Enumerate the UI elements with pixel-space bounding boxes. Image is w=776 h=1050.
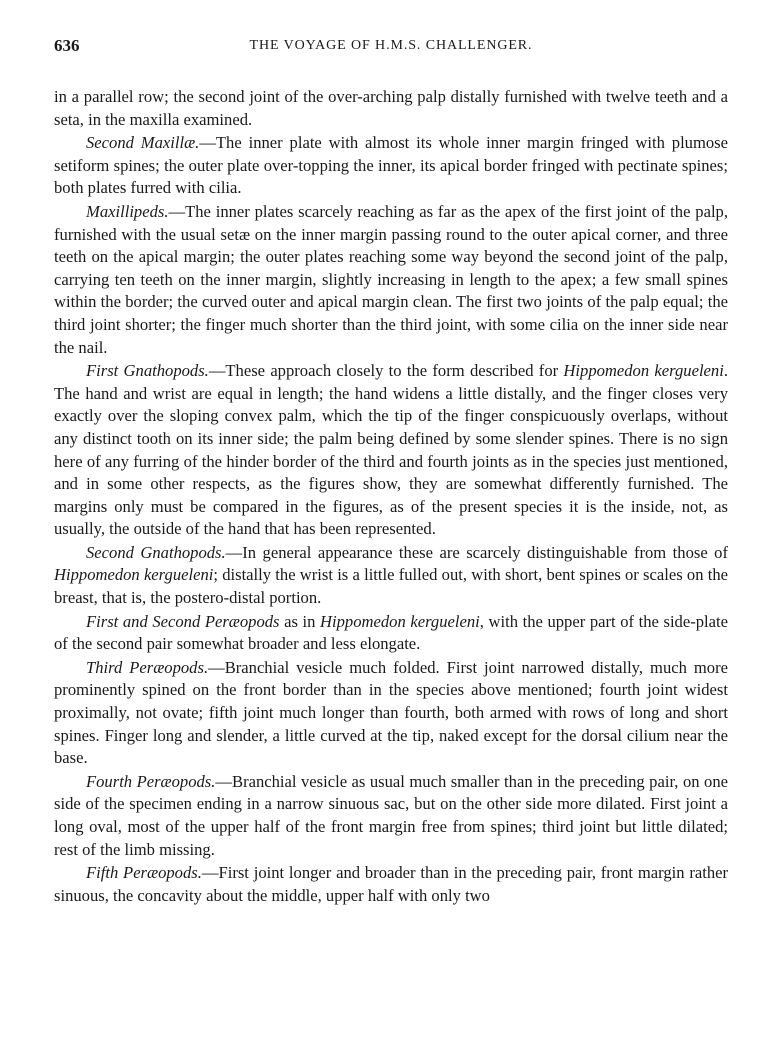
section-heading: Fifth Peræopods. (86, 863, 202, 883)
paragraph-text: —First joint longer and broader than in the preceding pair, front margin rather sinuous, the concavity about the middle, upper half with only two (54, 863, 729, 905)
section-heading: Fourth Peræopods. (86, 771, 216, 791)
paragraph-second-gnathopods (54, 542, 728, 610)
paragraph-continuation (54, 86, 728, 131)
paragraph-text: —Branchial vesicle as usual much smaller than in the preceding pair, on one side of the specimen ending in a narrow sinuous sac, but on the other side more dilated. First joint a long oval, most of the upper half of the front margin free from spines; third joint but little dilated; rest of the limb missing. (54, 771, 728, 859)
paragraph-first-second-peraeopods (54, 611, 728, 656)
species-name: Hippomedon kergueleni (320, 611, 480, 631)
paragraph-maxillipeds (54, 201, 728, 359)
paragraph-text: , with the upper part of the side-plate of the second pair somewhat broader and less elongate. (54, 611, 728, 654)
paragraph-third-peraeopods (54, 657, 728, 770)
paragraph-fifth-peraeopods (54, 862, 728, 907)
section-heading: First and Second Peræopods (86, 611, 280, 631)
section-heading: Third Peræopods. (86, 657, 209, 677)
section-heading: Second Maxillæ. (86, 133, 200, 153)
paragraph-text: in a parallel row; the second joint of the over-arching palp distally furnished with twelve teeth and a seta, in the maxilla examined. (54, 87, 728, 129)
section-heading: Second Gnathopods. (86, 542, 226, 562)
species-name: Hippomedon kergueleni (54, 565, 214, 585)
paragraph-text: —The inner plate with almost its whole inner margin fringed with plumose setiform spines; the outer plate over-topping the inner, its apical border fringed with pectinate spines; both plates furred with cilia. (54, 133, 728, 198)
paragraph-text: ; distally the wrist is a little fulled out, with short, bent spines or scales on the breast, that is, the postero-distal portion. (54, 565, 728, 608)
paragraph-first-gnathopods (54, 360, 728, 541)
paragraph-text: —The inner plates scarcely reaching as far as the apex of the first joint of the palp, furnished with the usual setæ on the inner margin passing round to the outer apical corner, and three teeth on the apical margin; the outer plates reaching some way beyond the second joint of the palp, carrying ten teeth on the inner margin, slightly increasing in length to the apex; a few small spines within the border; the curved outer and apical margin clean. The first two joints of the palp equal; the third joint shorter; the finger much shorter than the third joint, with some cilia on the inner side near the nail. (54, 201, 728, 357)
section-heading: Maxillipeds. (86, 201, 169, 221)
paragraph-text: —These approach closely to the form described for (208, 361, 564, 381)
paragraph-text: —In general appearance these are scarcely distinguishable from those of (225, 542, 728, 562)
paragraph-text: . The hand and wrist are equal in length; the hand widens a little distally, and the finger closes very exactly over the sloping convex palm, which the tip of the finger conspicuously overlaps, without any distinct tooth on its inner side; the palm being defined by some slender spines. There is no sign here of any furring of the hinder border of the third and fourth joints as in the species just mentioned, and in some other respects, as the figures show, they are somewhat differently furnished. The margins only must be compared in the figures, as of the present species it is the inside, not, as usually, the outside of the hand that has been represented. (54, 361, 728, 539)
running-title: THE VOYAGE OF H.M.S. CHALLENGER. (249, 38, 533, 53)
species-name: Hippomedon kergueleni (563, 361, 724, 381)
paragraph-text: —Branchial vesicle much folded. First joint narrowed distally, much more prominently spined on the front border than in the species above mentioned; fourth joint widest proximally, not ovate; fifth joint much longer than fourth, both armed with rows of long and short spines. Finger long and slender, a little curved at the tip, naked except for the dorsal cilium near the base. (54, 657, 728, 768)
paragraph-text: as in (279, 611, 321, 631)
body-text (54, 86, 728, 908)
section-heading: First Gnathopods. (86, 361, 209, 381)
paragraph-second-maxillae (54, 132, 728, 200)
page-header (54, 36, 728, 64)
paragraph-fourth-peraeopods (54, 771, 728, 861)
page-number: 636 (54, 36, 80, 55)
